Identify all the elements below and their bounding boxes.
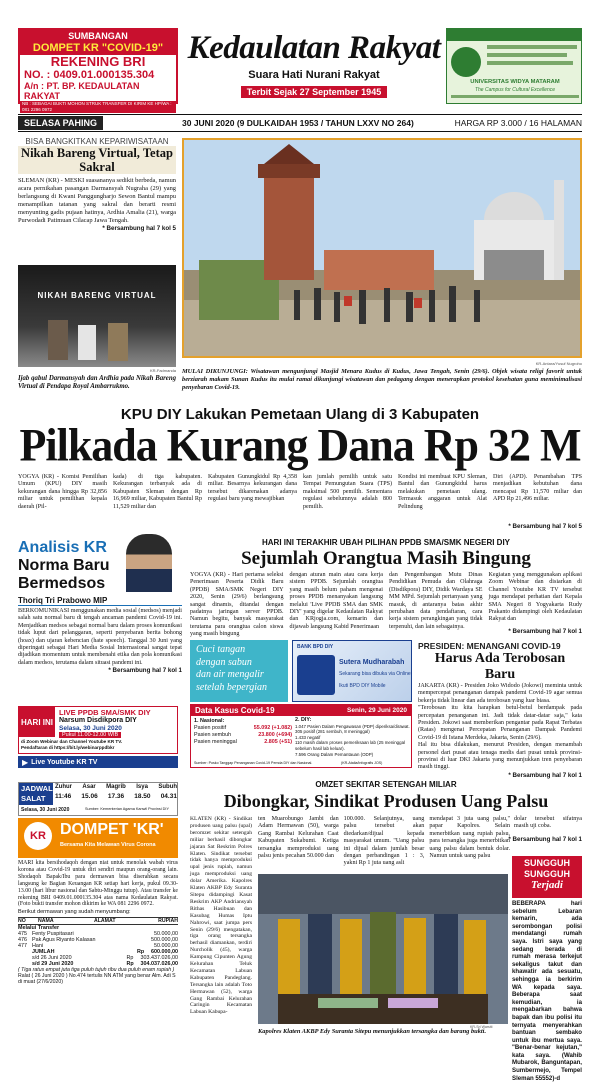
covid-diy-row: 1.433 negatif (295, 734, 321, 740)
analisis-continued: * Bersambung hal 7 kol 1 (108, 667, 182, 675)
covid-diy-row: 110 masih dalam proses pemeriksaan lab (25 meninggal sebelum hasil lab keluar). (295, 740, 405, 751)
donor-name: Pak Agus Riyanto Kalasan (32, 937, 96, 944)
presiden-story (418, 641, 582, 779)
kr-tv-bar (18, 756, 178, 768)
sungguh-t1: SUNGGUH (523, 858, 570, 868)
promo-line3: REKENING BRI (50, 54, 146, 69)
university-ad (446, 28, 582, 104)
lead-continued: * Bersambung hal 7 kol 5 (508, 523, 582, 530)
promo-account: NO. : 0409.01.000135.304 (24, 69, 155, 81)
palsu-col-1: KLATEN (KR) - Sindikat produsen uang palsu (upal) beromzet sekitar setengah miliar berhasil dibongkar jajaran Sat Reskrim Polres Klaten. Sindikat tersebut tidak hanya memproduksi upal jenis rupiah, namun juga memproduksi uang dolar Amerika. Kapolres Klaten AKBP Edy Suranta Sitepu didampingi Kasat Reskrim AKP Andriansyah Rithas Hasibuan dan Kasubag Humas Iptu Nahrowi, saat jumpa pers Senin (29/6) mengatakan, tiga orang tersangka berhasil diamankan, terdiri Nurcholik (45), warga Kampung Cipunten Agung Kelurahan Teluk Kecamatan Labuan Kabupaten Pandeglang. Tersangka lain adalah Toto Hermawan (52), warga Gang Rambai Kelurahan Caringin Kecamatan Labuan Kabupa- (190, 816, 252, 1016)
sungguh-t3: Terjadi (531, 879, 563, 891)
covid-national (194, 718, 292, 746)
th: NAMA (38, 918, 54, 925)
prayer-time: 11:46 (55, 793, 72, 800)
ppdb-kicker: HARI INI TERAKHIR UBAH PILIHAN PPDB SMA/SMK NEGERI DIY (261, 538, 510, 547)
covid-source: Sumber: Posko Tanggap Penanganan Covid-19 Pemda DIY dan Nasional. (194, 761, 313, 765)
prayer-schedule (18, 782, 178, 816)
prayer-head: Subuh (158, 784, 177, 790)
covid-date: Senin, 29 Juni 2020 (347, 707, 407, 714)
dompet-promo-box (18, 28, 178, 112)
total-label: s/d 26 Juni 2020 (32, 955, 72, 962)
covid-row-value: 2.805 (+51) (264, 739, 292, 745)
prayer-time: 18.50 (134, 793, 151, 800)
lead-col-2: kada) di tiga kabupaten. Kekurangan terbanyak ada di Kabupaten Sleman dengan Rp 16,969 miliar, Kabupaten Bantul Rp 11,529 miliar dan (113, 474, 202, 510)
covid-row (194, 739, 292, 746)
presiden-kicker: PRESIDEN: MENANGANI COVID-19 (418, 641, 561, 651)
prayer-times (55, 793, 177, 800)
analisis-box (18, 534, 182, 675)
ppdb-today: HARI INI (19, 707, 55, 737)
prayer-time: 17.36 (107, 793, 125, 800)
ppdb-col-1: YOGYA (KR) - Hari pertama seleksi Penerimaan Peserta Didik Baru (PPDB) SMA/SMK Negeri DIY 2020, Senin (29/6) berlangsung sangat dinamis, ditandai dengan padatnya jaringan server PPDB. Namun begitu, banyak masyarakat terutama para orangtua calon siswa yang masih bingung (190, 572, 284, 638)
bank-ad (292, 640, 412, 702)
th: RUPIAH (158, 918, 178, 925)
ppdb-ad-line: di Zoom Webinar dan Channel Youtube KR TV. (21, 739, 123, 744)
dompet-note: Berikut dermawan yang sudah menyumbang: (18, 909, 131, 916)
dompet-sub: Bersama Kita Melawan Virus Corona (60, 842, 156, 848)
covid-row (194, 732, 292, 739)
newspaper-name: Kedaulatan Rakyat (187, 30, 441, 66)
covid-diy-row: 7.596 Orang Dalam Pemantauan (ODP) (295, 751, 374, 757)
ppdb-ad-guest: Narsum Disdikpora DIY (59, 717, 137, 724)
sungguh-body: BEBERAPA hari sebelum Lebaran kemarin, ada serombongan polisi mendatangi rumah saya. Istri saya yang sedang berada di rumah merasa terkejut sekaligus takut dan khawatir ada sesuatu, sehingga ia berkirim WA kepada saya. Beberapa saat kemudian, ia mengabarkan bahwa bapak dan ibu polisi itu ternyata menyerahkan bantuan sembako untuk ibu mertua saya. "Benar-benar kejutan," kata saya. (Wahib Mubarok, Banguntapan, Sumbermejo, Tempel Sleman 55552)-d (512, 900, 582, 1082)
palsu-kicker: OMZET SEKITAR SETENGAH MILIAR (315, 780, 457, 789)
palsu-col-2: ten Muarobungo Jambi dan Adam Hermawan (50), warga Gang Rambai Kelurahan Caat Kabupaten Sukabumi. Ketiga tersangka memproduksi uang palsu jenis pecahan 50.000 dan (258, 816, 339, 860)
prayer-title-1: JADWAL (21, 784, 53, 793)
handwash-l2: dengan sabun (196, 656, 252, 668)
prayer-head: Isya (136, 784, 148, 790)
author-photo (126, 534, 172, 592)
analisis-title-2: Norma Baru (18, 557, 110, 574)
since-badge: Terbit Sejak 27 September 1945 (241, 86, 387, 98)
main-photo-frame (182, 138, 582, 358)
lead-col-3: Kabupaten Gunungkidul Rp 4,358 miliar. Besarnya kekurangan dana tersebut dikarenakan adanya regulasi baru yang mewajibkan (208, 474, 297, 503)
ppdb-continued: * Bersambung hal 7 kol 1 (508, 628, 582, 635)
nikah-body: SLEMAN (KR) - MESKI suasananya sedikit berbeda, namun acara pernikahan pasangan Darmansyah Nugraha (29) yang berlangsung di Kwani Panggungharjo Sewon Bantul mampu menampilkan tatanan yang sakral dan berarti resmi menyunting gadis pujaan hatinya, Ardhia Amalia (21), warga Purwodadi Patimuan Cilacap Jawa Tengah. (18, 177, 176, 224)
prayer-title-2: SALAT (21, 794, 46, 803)
lead-col-6: Diri (APD). Penambahan TPS menjadikan kebutuhan dana mencapai Rp 11,570 miliar dan APD Rp 21,496 miliar. (493, 474, 582, 503)
palsu-continued: * Bersambung hal 7 kol 1 (508, 836, 582, 843)
covid-credit: (KR-Atalia/Infografis JOS) (341, 761, 383, 765)
main-photo-credit: KR-Antara/Yusuf Nugroho (535, 361, 582, 366)
handwash-l4: setelah bepergian (196, 681, 268, 693)
promo-owner: A/n : PT. BP. KEDAULATAN RAKYAT (24, 81, 140, 101)
covid-row-label: Pasien positif (194, 725, 227, 731)
ppdb-ad-date: Selasa, 30 Juni 2020 (59, 725, 122, 732)
palsu-col-4: mendapat 3 juta uang palsu," papar Kapolres. Selain menerbitkan uang rupiah palsu, para tersangka juga menerbitkan uang palsu dalam bentuk dolar. Namun untuk uang palsu (429, 816, 511, 860)
total-cur: Rp (126, 961, 134, 968)
handwash-l3: dan air mengalir (196, 669, 264, 680)
palsu-headline: Dibongkar, Sindikat Produsen Uang Palsu (223, 791, 549, 811)
donor-no: 475 (18, 931, 27, 938)
ppdb-ad-time: Pukul 11.00-12.00 WIB (59, 732, 121, 738)
palsu-col-3: 100.000. Selanjutnya, uang palsu tersebut akan diedarkan/dijual kepada masyarakat umum. "Uang palsu ini dijual dalam jumlah besar dengan perbandingan 1 : 3, yakni Rp 1 juta uang asli (343, 816, 425, 867)
covid-data-box (190, 704, 412, 768)
ppdb-headline: Sejumlah Orangtua Masih Bingung (241, 548, 531, 569)
tagline: Suara Hati Nurani Rakyat (248, 69, 380, 81)
covid-title: Data Kasus Covid-19 (195, 706, 275, 715)
presiden-p1: JAKARTA (KR) - Presiden Joko Widodo (Jokowi) meminta untuk mempercepat penanganan dampak pandemi Covid-19 agar semua bekerja tidak linear dan ada terobosan yang luar biasa. (418, 683, 582, 704)
palsu-photo (258, 874, 508, 1024)
palsu-caption: Kapolres Klaten AKBP Edy Suranta Sitepu menunjukkan tersangka dan barang bukti. (258, 1028, 487, 1035)
prayer-head: Zuhur (55, 784, 72, 790)
total-label: s/d 29 Juni 2020 (32, 961, 74, 968)
covid-diy-label: 2. DIY: (295, 717, 312, 723)
donor-table-head (18, 917, 178, 925)
prayer-title (19, 783, 53, 805)
nikah-caption: Ijab qabul Darmansyah dan Ardhia pada Nikah Bareng Virtual di Pendapa Royal Ambarrukmo. (18, 375, 176, 391)
covid-row-value: 23.800 (+694) (258, 732, 292, 738)
dompet-kr-box (18, 818, 178, 1050)
university-motto: The Campus for Cultural Excellence (474, 87, 556, 93)
donor-no: 477 (18, 943, 27, 950)
palsu-credit: KR-Sri Warsiti (470, 1025, 493, 1029)
lead-headline: Pilkada Kurang Dana Rp 32 M (19, 419, 581, 472)
donor-name: Hani (32, 943, 44, 950)
nikah-photo (18, 265, 176, 367)
total-cur: Rp (137, 949, 145, 956)
masthead (186, 28, 442, 100)
lead-col-4: kan jumlah pemilih untuk satu Tempat Pemungutan Suara (TPS) maksimal 500 pemilih. Sementara regulasi sebelumnya adalah 800 pemilih. (303, 474, 392, 510)
ppdb-col-4: Kegiatan yang menggunakan aplikasi Zoom Webinar dan disiarkan di Channel Youtube KR TV tersebut juga mendapat perhatian dari Kepala SMA Negeri 8 Yogyakarta Rudy Prakanto didampingi oleh Kedaulatan Rakyat dan (488, 572, 582, 623)
dompet-header (18, 818, 178, 858)
total-amount: 600.000,00 (151, 949, 178, 956)
lead-col-1: YOGYA (KR) - Komisi Pemilihan Umum (KPU) DIY masih kekurangan dana hingga Rp 32,856 miliar untuk pemilihan kepala daerah (Pil- (18, 474, 107, 510)
presiden-p2: "Terobosan itu kita harapkan betul-betul berdampak pada percepatan penanganan ini. Jadi tidak datar-datar saja," kata Presiden. Jokowi saat memberikan pengantar pada Rapat Terbatas (Ratas) mengenai Percepatan Penanganan Dampak Pandemi Covid-19 di Istana Merdeka, Jakarta, Senin (29/6). (418, 705, 582, 741)
nikah-headline: Nikah Bareng Virtual, Tetap Sakral (18, 146, 176, 174)
promo-line1: SUMBANGAN (20, 30, 176, 42)
main-photo-caption: MULAI DIKUNJUNGI: Wisatawan mengunjungi Masjid Menara Kudus di Kudus, Jawa Tengah, Senin (29/6). Objek wisata religi favorit untuk berziarah makam Sunan Kudus itu mulai ramai dikunjungi wisatawan dan pedagang dengan menerapkan protokol kesehatan guna meminimalisasi penyebaran Covid-19. (182, 368, 582, 391)
ppdb-ad-link: Pendaftaran di https://bit.ly/webinarppdbkr (21, 745, 115, 750)
presiden-p3: Hal itu bisa dilakukan, menurut Presiden, dengan menambah personel dari pusat atau tenaga medis dari pusat untuk provinsi-provinsi di luar DKI Jakarta yang menunjukkan tren penyebaran masih tinggi. (418, 742, 582, 771)
covid-row-value: 55.092 (+1.082) (253, 725, 292, 731)
dompet-foot-2: Ralat ( 26 Juni 2020 ) No.474 tertulis NN ATM yang benar Alm. Adi S di muat (27/6/2020) (18, 973, 176, 986)
dompet-title: DOMPET 'KR' (60, 821, 164, 838)
analisis-title-3: Bermedsos (18, 575, 106, 592)
palsu-col-5: dolar tersebut sifatnya masih uji coba. (514, 816, 582, 830)
th: ALAMAT (94, 918, 116, 925)
bank-brand: BANK BPD DIY (297, 644, 334, 650)
covid-row-label: Pasien sembuh (194, 732, 232, 738)
analisis-title: Analisis KR (18, 539, 107, 556)
issue-date: 30 JUNI 2020 (9 DULKAIDAH 1953 / TAHUN LXXV NO 264) (182, 118, 414, 128)
university-logo-icon (451, 47, 481, 77)
dateline-bar (18, 114, 582, 132)
nikah-story (18, 137, 176, 367)
ppdb-col-3: dan Pengembangan Mutu Dinas Pendidikan Pemuda dan Olahraga (Disdikpora) DIY, Didik Wardaya SE MM MPd. Sejumlah pertanyaan yang masuk, di antaranya batas akhir perubahan data pendaftaran, cara kerja sistem perangkingan yang tidak terpenuhi, dan lain sebagainya. (389, 572, 483, 630)
dompet-body: MARI kita bersihodaqoh dengan niat untuk menolak wabah virus korona atau Covid-19 untuk diri sendiri maupun orang-orang lain. Shodaqoh Bapak/Ibu para dermawan bisa diserahkan secara langsung ke Bagian Keuangan KR setiap hari kerja, pukul 09.30-13.00 (hari libur nasional dan Sabtu-Minggu tutup). Atau transfer ke rekening BRI 0409.01.000135.304 atas nama Kedaulatan Rakyat. (Foto bukti transfer mohon dikirim ke WA 081 2296 0972. (18, 860, 178, 908)
presiden-headline: Harus Ada Terobosan Baru (434, 651, 566, 682)
nikah-kicker: BISA BANGKITKAN KEPARIWISATAAN (25, 137, 169, 146)
kr-tv-label: Live Youtube KR TV (31, 758, 98, 766)
prayer-heads (55, 784, 177, 790)
bank-sub: Sekarang bisa dibuka via Online (339, 671, 411, 677)
covid-diy (295, 718, 411, 757)
nikah-credit: KR-Fadmanda (149, 368, 176, 373)
sungguh-t2: SUNGGUH (523, 869, 570, 879)
donor-name: Fenty Puspitasari (32, 931, 74, 938)
total-label: JUMLAH (32, 949, 55, 956)
presiden-continued: * Bersambung hal 7 kol 1 (508, 771, 582, 779)
dompet-foot-1: ( Tiga ratus empat juta tiga puluh tujuh ribu dua puluh enam rupiah ) (18, 967, 175, 974)
lead-col-5: Kondisi ini membuat KPU Sleman, Bantul dan Gunungkidul harus melakukan pemetaan ulang. Termasuk anggaran untuk Alat Pelindung (398, 474, 487, 510)
main-photo (184, 140, 580, 356)
total-amount: 304.037.026,00 (140, 961, 178, 968)
ppdb-live-ad (18, 706, 178, 754)
sungguh-badge (512, 856, 582, 898)
donor-no: 476 (18, 937, 27, 944)
donor-amount: 50.000,00 (154, 943, 178, 950)
covid-row-label: Pasien meninggal (194, 739, 237, 745)
play-icon: ▶ (22, 757, 29, 767)
prayer-head: Magrib (106, 784, 126, 790)
total-cur: Rp (126, 955, 134, 962)
handwash-ad (190, 640, 288, 702)
phone-icon (297, 655, 335, 695)
total-amount: 303.437.026,00 (140, 955, 178, 962)
handwash-l1: Cuci tangan (196, 644, 246, 655)
covid-header (191, 705, 411, 716)
day-label: SELASA PAHING (18, 116, 103, 130)
bank-product: Sutera Mudharabah (339, 659, 405, 666)
promo-line2: DOMPET KR "COVID-19" (20, 42, 176, 55)
covid-diy-row: 305 positif (281 sembuh, 8 meninggal) (295, 729, 370, 735)
prayer-time: 15.06 (81, 793, 98, 800)
donor-amount: 500.000,00 (151, 937, 178, 944)
bank-sub-2: Ikuti BPD DIY Mobile (339, 683, 386, 689)
covid-nas-label: 1. Nasional: (194, 718, 225, 724)
kr-logo-icon: KR (24, 822, 52, 850)
th: NO (18, 918, 26, 925)
university-name: UNIVERSITAS WIDYA MATARAM (470, 79, 560, 85)
covid-row (194, 725, 292, 732)
donor-section: Melalui Transfer (18, 925, 60, 932)
prayer-source: Sumber: Kementerian Agama Kanwil Provinsi DIY (85, 807, 169, 811)
prayer-date: Selasa, 30 Juni 2020 (21, 807, 70, 813)
ppdb-ad-title: LIVE PPDB SMA/SMK DIY (59, 708, 151, 717)
prayer-time: 04.31 (160, 793, 177, 800)
analisis-author: Thoriq Tri Prabowo MIP (18, 596, 182, 606)
nikah-photo-text: NIKAH BARENG VIRTUAL (37, 291, 157, 300)
nikah-continued: * Bersambung hal 7 kol 5 (102, 225, 176, 232)
analisis-body: BERKOMUNIKASI menggunakan media sosial (medsos) menjadi salah satu normal baru di tengah ancaman pandemi Covid-19 ini. Menjadikan medsos sebagai normal baru dalam proses komunikasi tidak luput dari pelanggaran, seperti penyebaran berita bohong (hoax) dan ujaran kebencian (hate speech). Tanggal 30 Juni yang diperingati sebagai Hari Media Sosial Internasional sangat tepat dijadikan momentum untuk membenahi etika dan pola komunikasi dalam medsos, terutama dalam situasi pandemi ini. (18, 608, 182, 666)
donor-amount: 50.000,00 (154, 931, 178, 938)
prayer-head: Asar (82, 784, 96, 790)
covid-diy-row: 1.047 Pasien Dalam Pengawasan (PDP) diperiksa/dirawat. (295, 723, 410, 729)
promo-note: NB : SEBAGAI BUKTI MOHON STRUK TRANSFER DI KIRIM KE HP/WA : 081 2296 0972 (20, 101, 176, 113)
palsu-body (258, 816, 510, 872)
lead-kicker: KPU DIY Lakukan Pemetaan Ulang di 3 Kabupaten (120, 406, 480, 423)
price-label: HARGA RP 3.000 / 16 HALAMAN (454, 118, 582, 128)
ppdb-col-2: dengan aturan main atau cara kerja sistem PPDB. Sejumlah orangtua yang masih belum paham mengenai proses PPDB menanyakan langsung melalui 'Live PPDB SMA dan SMK DIY' yang digelar Kedaulatan Rakyat dan KRjogja.com, kemarin dan dijawab langsung Kabid Penerimaan (289, 572, 383, 630)
